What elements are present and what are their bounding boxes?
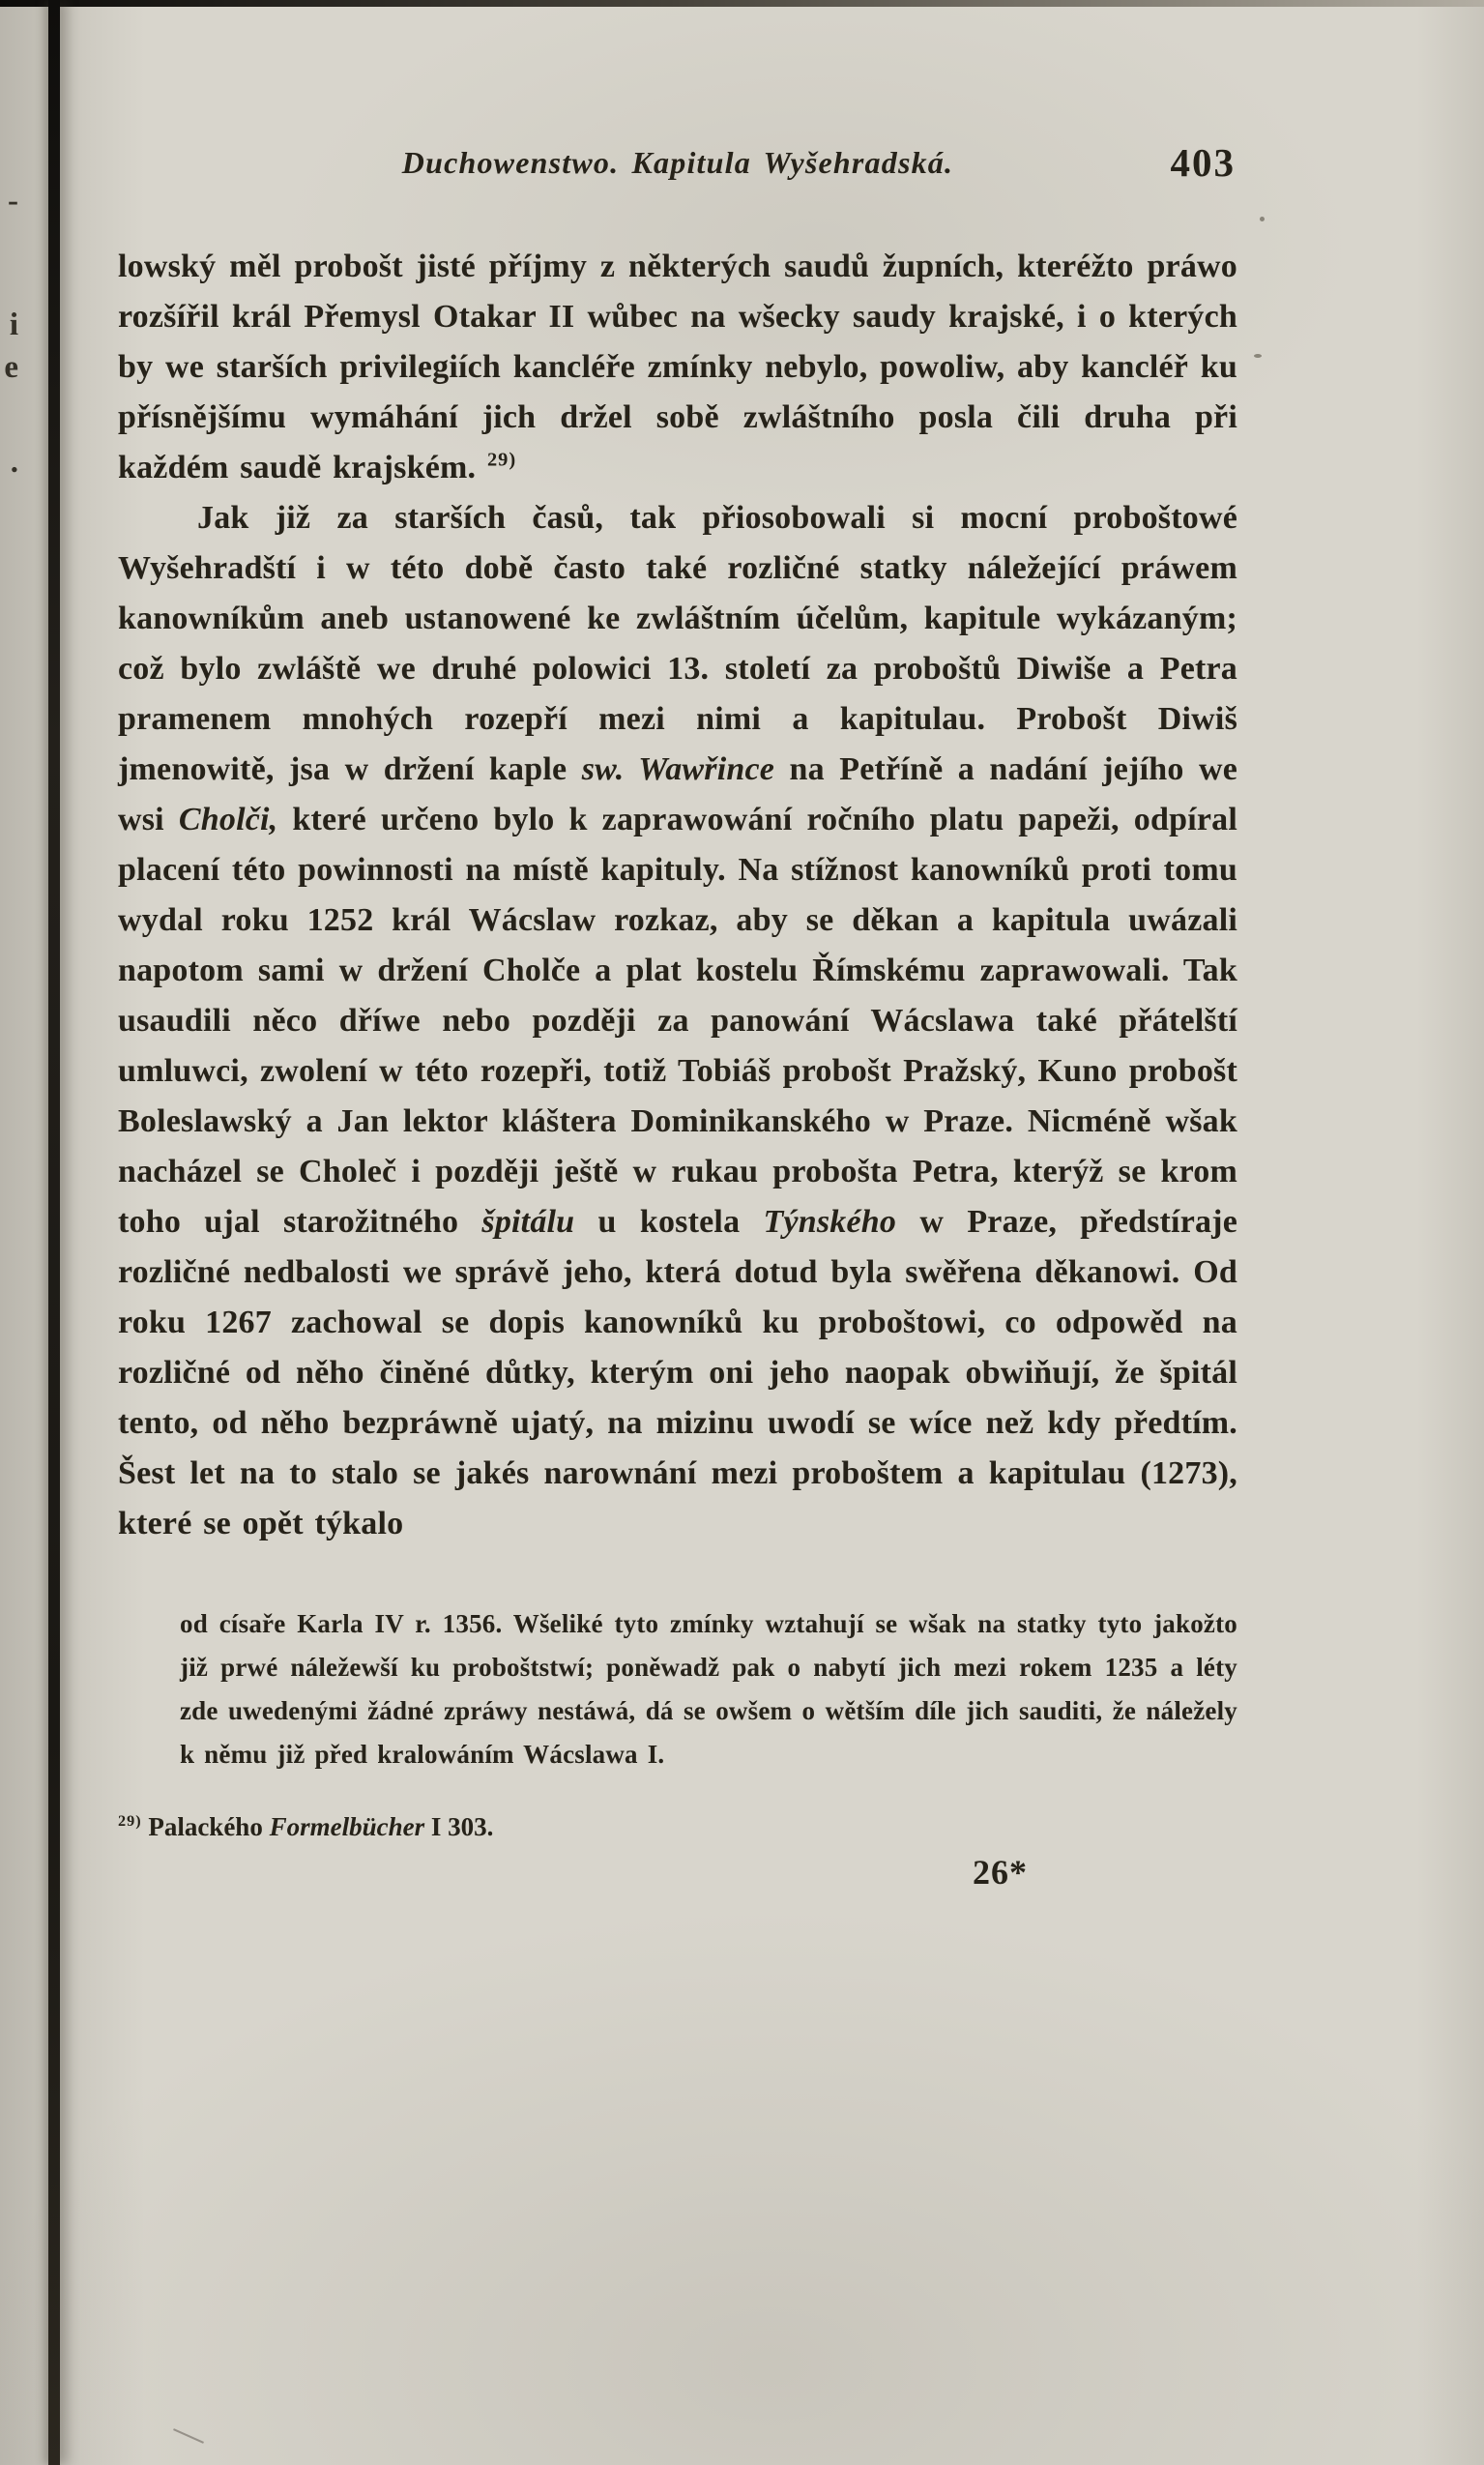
margin-bleed-text: e <box>4 350 18 385</box>
margin-bleed-text: - <box>8 184 18 219</box>
page-header <box>118 140 1237 197</box>
page-content <box>118 140 1237 1893</box>
scan-hairline-mark <box>173 2428 204 2444</box>
footnote-block <box>118 1602 1237 1848</box>
page-number: 403 <box>1170 140 1236 185</box>
margin-bleed-text: . <box>10 445 18 480</box>
running-title: Duchowenstwo. Kapitula Wyšehradská. <box>401 145 954 180</box>
scan-edge-top <box>0 0 1484 7</box>
scan-speck <box>1254 354 1262 358</box>
body-paragraph: Jak již za starších časů, tak přiosobowali si mocní proboštowé Wyšehradští i w této době často také rozličné statky náležející práwem kanowníkům aneb ustanowené ke zwláštním účelům, kapitule wykázaným; což bylo zwláště we druhé polowici 13. století za proboštů Diwiše a Petra pramenem mnohých rozepří mezi nimi a kapitulau. Probošt Diwiš jmenowitě, jsa w držení kaple sw. Wawřince na Petříně a nadání jejího we wsi Cholči, které určeno bylo k zaprawowání ročního platu papeži, odpíral placení této powinnosti na místě kapituly. Na stížnost kanowníků proti tomu wydal roku 1252 král Wácslaw rozkaz, aby se děkan a kapitula uwázali napotom sami w držení Cholče a plat kostelu Římskému zaprawowali. Tak usaudili něco dříwe nebo později za panowání Wácslawa také přátelští umluwci, zwolení w této rozepři, totiž Tobiáš probošt Pražský, Kuno probošt Boleslawský a Jan lektor kláštera Dominikanského w Praze. Nicméně wšak nacházel se Choleč i později ještě w rukau probošta Petra, kterýž se krom toho ujal starožitného špitálu u kostela Týnského w Praze, předstíraje rozličné nedbalosti we správě jeho, která dotud byla swěřena děkanowi. Od roku 1267 zachowal se dopis kanowníků ku proboštowi, co odpowěd na rozličné od něho činěné důtky, kterým oni jeho naopak obwiňují, že špitál tento, od něho bezpráwně ujatý, na mizinu uwodí se wíce než kdy předtím. Šest let na to stalo se jakés narownání mezi proboštem a kapitulau (1273), které se opět týkalo <box>118 500 1237 1541</box>
scan-binding-rule <box>48 0 60 2465</box>
signature-mark: 26* <box>973 1853 1028 1892</box>
footnote-29: $^{29)}$ Palackého Formelbücher I 303. <box>118 1812 494 1841</box>
body-paragraph-continuation: lowský měl probošt jisté příjmy z některých saudů župních, kteréžto práwo rozšířil král Přemysl Otakar II wůbec na wšecky saudy krajské, i o kterých by we starších privilegiích kancléře zmínky nebylo, powoliw, aby kancléř ku přísnějšímu wymáhání jich držel sobě zwláštního posla čili druha při každém saudě krajském. $^{29)}$ <box>118 249 1237 485</box>
scan-speck <box>1260 217 1265 221</box>
margin-bleed-text: i <box>9 308 18 342</box>
footnote-continuation: od císaře Karla IV r. 1356. Wšeliké tyto zmínky wztahují se wšak na statky tyto jakožto již prwé náležewší ku proboštstwí; poněwadž pak o nabytí jich mezi rokem 1235 a léty zde uwedenými žádné zpráwy nestáwá, dá se owšem o wětším díle jich sauditi, že náležely k němu již před kralowáním Wácslawa I. <box>180 1609 1237 1769</box>
